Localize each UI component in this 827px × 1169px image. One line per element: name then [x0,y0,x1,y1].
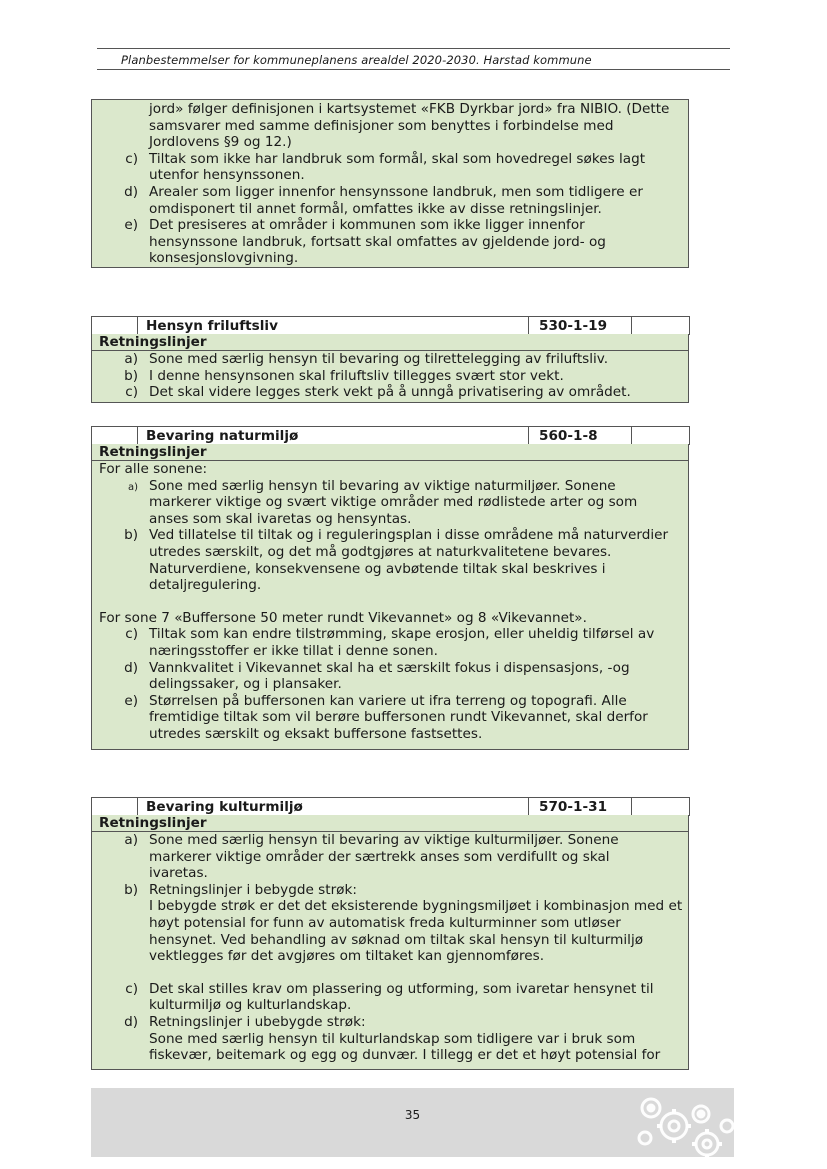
list-item [92,660,688,693]
section-title: Bevaring kulturmiljø [138,798,529,816]
list-item-label: a) [124,351,138,367]
landbruk-continued-box [91,99,689,268]
list-item-text: Arealer som ligger innenfor hensynssone landbruk, men som tidligere er omdisponert til annet formål, omfattes ikke av disse retningslinjer. [149,183,643,217]
section-header-friluftsliv [91,316,690,335]
list-item-text: Det skal videre legges sterk vekt på å unngå privatisering av området. [149,384,631,401]
list-item [92,882,688,965]
list-item-label: d) [124,659,138,676]
list-item-text: jord» følger definisjonen i kartsystemet «FKB Dyrkbar jord» fra NIBIO. (Dette samsvarer med samme definisjoner som benyttes i forbindelse med Jordlovens §9 og 12.) [149,101,670,151]
list-item-label: e) [124,692,138,709]
section-header-blank [92,798,138,816]
header-rule-bottom [97,69,730,70]
gears-logo-icon [629,1090,734,1157]
list-item-label: e) [124,217,138,234]
list-item-label: b) [124,367,138,384]
list-item-text: Det presiseres at områder i kommunen som ikke ligger innenfor hensynssone landbruk, fortsatt skal omfattes av gjeldende jord- og konsesjonslovgivning. [149,217,606,267]
list-item-label: c) [125,980,138,997]
page-number: 35 [404,1108,421,1122]
section-subheading: Retningslinjer [92,334,688,351]
list-item [92,101,688,151]
section-header-blank [632,317,690,335]
list-item [92,981,688,1014]
section-header-blank [92,317,138,335]
list-item-label: b) [124,527,138,544]
page-footer [91,1088,734,1157]
list-item-text: Sone med særlig hensyn til bevaring av viktige kulturmiljøer. Sonene markerer viktige områder der særtrekk anses som verdifullt og skal ivaretas. [149,832,619,882]
list-item-text: Tiltak som ikke har landbruk som formål, skal som hovedregel søkes lagt utenfor hensynssonen. [149,150,646,184]
list-item [92,527,688,593]
list-item [92,478,688,528]
section-header-naturmiljo [91,426,690,445]
list-item [92,151,688,184]
section-code: 560-1-8 [529,427,632,445]
list-item-text-continued: I bebygde strøk er det det eksisterende bygningsmiljøet i kombinasjon med et høyt potensial for funn av automatisk freda kulturminner som utløser hensynet. Ved behandling av søknad om tiltak skal hensyn til kulturmiljø vektlegges før det avgjøres om tiltaket kan gjennomføres. [149,898,683,965]
section-body-naturmiljo [91,444,689,750]
list-item-label: c) [125,384,138,401]
list-item-label: b) [124,881,138,898]
section-intro-2: For sone 7 «Buffersone 50 meter rundt Vikevannet» og 8 «Vikevannet». [99,609,587,626]
section-code: 570-1-31 [529,798,632,816]
list-item-label: a) [124,832,138,848]
list-item [92,384,688,401]
page-header-title: Planbestemmelser for kommuneplanens arealdel 2020-2030. Harstad kommune [121,53,592,67]
list-item [92,1014,688,1064]
list-item-text: Tiltak som kan endre tilstrømming, skape erosjon, eller uheldig tilførsel av næringsstoffer er ikke tillat i denne sonen. [149,626,655,659]
section-header-kulturmiljo [91,797,690,816]
list-item-text: Vannkvalitet i Vikevannet skal ha et særskilt fokus i dispensasjons, -og delingssaker, og i plansaker. [149,659,630,693]
header-rule-top [97,48,730,49]
list-item-label: d) [124,1013,138,1030]
list-item-text-continued: Sone med særlig hensyn til kulturlandskap som tidligere var i bruk som fiskevær, beitemark og egg og dunvær. I tillegg er det et høyt potensial for [149,1030,661,1064]
list-item [92,351,688,368]
list-item [92,184,688,217]
list-item-text: Sone med særlig hensyn til bevaring og tilrettelegging av friluftsliv. [149,351,609,367]
list-item-label: c) [125,150,138,167]
section-body-friluftsliv [91,334,689,403]
section-code: 530-1-19 [529,317,632,335]
section-body-kulturmiljo [91,815,689,1070]
list-item-text: Retningslinjer i ubebygde strøk: [149,1013,366,1030]
list-item-text: I denne hensynsonen skal friluftsliv tillegges svært stor vekt. [149,367,564,384]
list-item-text: Retningslinjer i bebygde strøk: [149,881,357,898]
section-intro: For alle sonene: [99,461,208,477]
list-item [92,217,688,267]
section-subheading: Retningslinjer [92,815,688,832]
list-item [92,626,688,659]
list-item [92,832,688,882]
list-item-label: c) [125,626,138,643]
list-item [92,368,688,385]
list-item [92,693,688,743]
section-header-blank [92,427,138,445]
section-header-blank [632,427,690,445]
list-item-label: d) [124,183,138,200]
section-title: Hensyn friluftsliv [138,317,529,335]
list-item-text: Sone med særlig hensyn til bevaring av viktige naturmiljøer. Sonene markerer viktige og svært viktige områder med rødlistede arter og som anses som skal ivaretas og hensyntas. [149,477,638,527]
list-item-text: Det skal stilles krav om plassering og utforming, som ivaretar hensynet til kulturmiljø og kulturlandskap. [149,980,654,1014]
section-header-blank [632,798,690,816]
list-item-text: Ved tillatelse til tiltak og i reguleringsplan i disse områdene må naturverdier utredes særskilt, og det må godtgjøres at naturkvalitetene bevares. Naturverdiene, konsekvensene og avbøtende tiltak skal beskrives i detaljregulering. [149,527,669,594]
list-item-label: a) [127,481,138,493]
section-title: Bevaring naturmiljø [138,427,529,445]
section-subheading: Retningslinjer [92,444,688,461]
list-item-text: Størrelsen på buffersonen kan variere ut ifra terreng og topografi. Alle fremtidige tiltak som vil berøre buffersonen rundt Vikevannet, skal derfor utredes særskilt og eksakt buffersone fastsettes. [149,692,648,742]
